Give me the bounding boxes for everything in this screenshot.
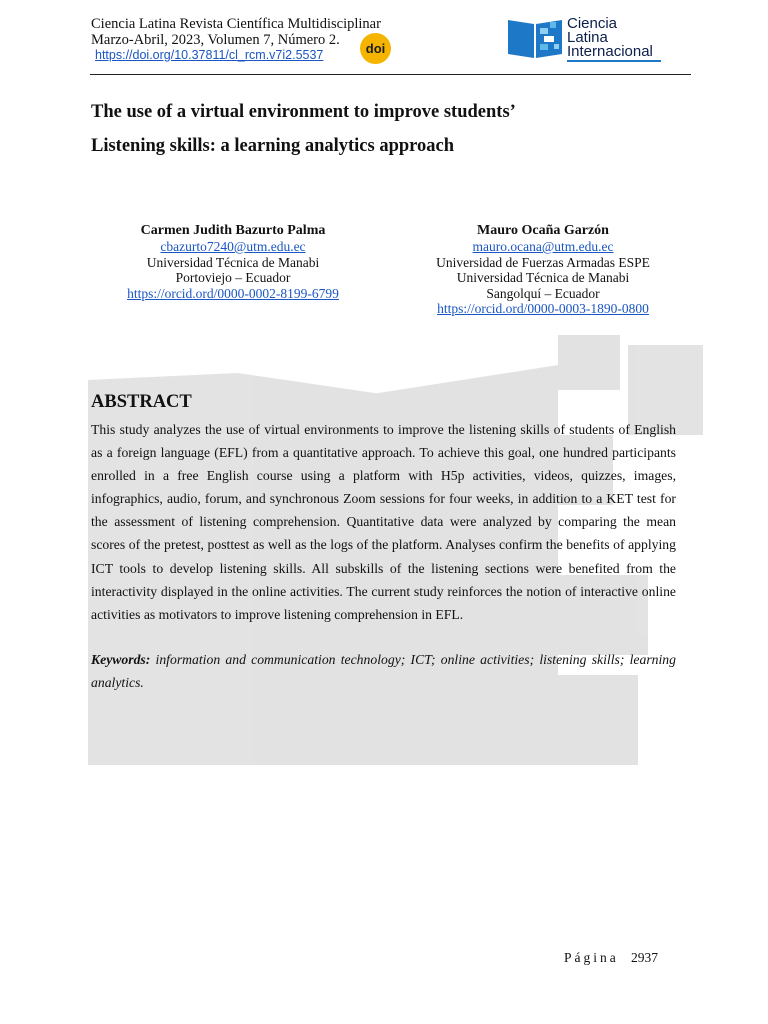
author-affiliation: Universidad Técnica de Manabi [146,254,320,270]
logo-word-internacional: Internacional [567,43,653,60]
author-affiliation-2: Universidad Técnica de Manabi [456,270,630,286]
author-block-1 [83,223,383,301]
keywords-label: Keywords: [91,652,151,667]
header-divider [90,74,691,75]
logo-word-ciencia: Ciencia [567,15,618,32]
author-location: Sangolquí – Ecuador [486,285,600,301]
paper-title-line-1: The use of a virtual environment to improve students’ [91,102,516,122]
paper-title-line-2: Listening skills: a learning analytics approach [91,136,455,156]
abstract-body: This study analyzes the use of virtual environments to improve the listening skills of students of English as a foreign language (EFL) from a quantitative approach. To achieve this goal, one hundred participants enrolled in a free English course using a platform with H5p activities, videos, quizzes, images, infographics, audio, forum, and synchronous Zoom sessions for four weeks, in addition to a KET test for the assessment of listening comprehension. Quantitative data were analyzed by comparing the mean scores of the pretest, posttest as well as the logs of the platform. Analyses confirm the benefits of applying ICT tools to develop listening skills. All subskills of the listening sections were benefited from the interactivity displayed in the online activities. The current study reinforces the notion of interactive online activities as motivators to improve listening comprehension in EFL. [91,422,676,622]
author-orcid-link[interactable]: https://orcid.ord/0000-0003-1890-0800 [437,301,649,317]
ciencia-latina-logo-icon [506,14,564,60]
keywords-list: information and communication technology; ICT; online activities; listening skills; learning analytics. [91,652,676,691]
author-name: Mauro Ocaña Garzón [477,223,609,238]
doi-badge-icon[interactable]: doi [360,33,391,64]
author-orcid-link[interactable]: https://orcid.ord/0000-0002-8199-6799 [127,285,339,301]
issue-info: Marzo-Abril, 2023, Volumen 7, Número 2. [91,32,340,48]
keywords-paragraph [91,648,676,694]
author-location: Portoviejo – Ecuador [175,270,291,286]
logo-underline [567,60,661,62]
abstract-heading: ABSTRACT [91,392,192,412]
doi-link[interactable]: https://doi.org/10.37811/cl_rcm.v7i2.5537 [95,48,324,62]
author-email-link[interactable]: cbazurto7240@utm.edu.ec [160,239,306,254]
page-number: 2937 [631,950,658,965]
author-block-2 [393,223,693,317]
author-email-link[interactable]: mauro.ocana@utm.edu.ec [472,239,614,254]
author-affiliation-1: Universidad de Fuerzas Armadas ESPE [436,254,650,270]
author-name: Carmen Judith Bazurto Palma [140,223,326,238]
journal-name: Ciencia Latina Revista Científica Multidisciplinar [91,16,381,32]
logo-word-latina: Latina [567,29,608,46]
page-label: Página [564,950,619,965]
